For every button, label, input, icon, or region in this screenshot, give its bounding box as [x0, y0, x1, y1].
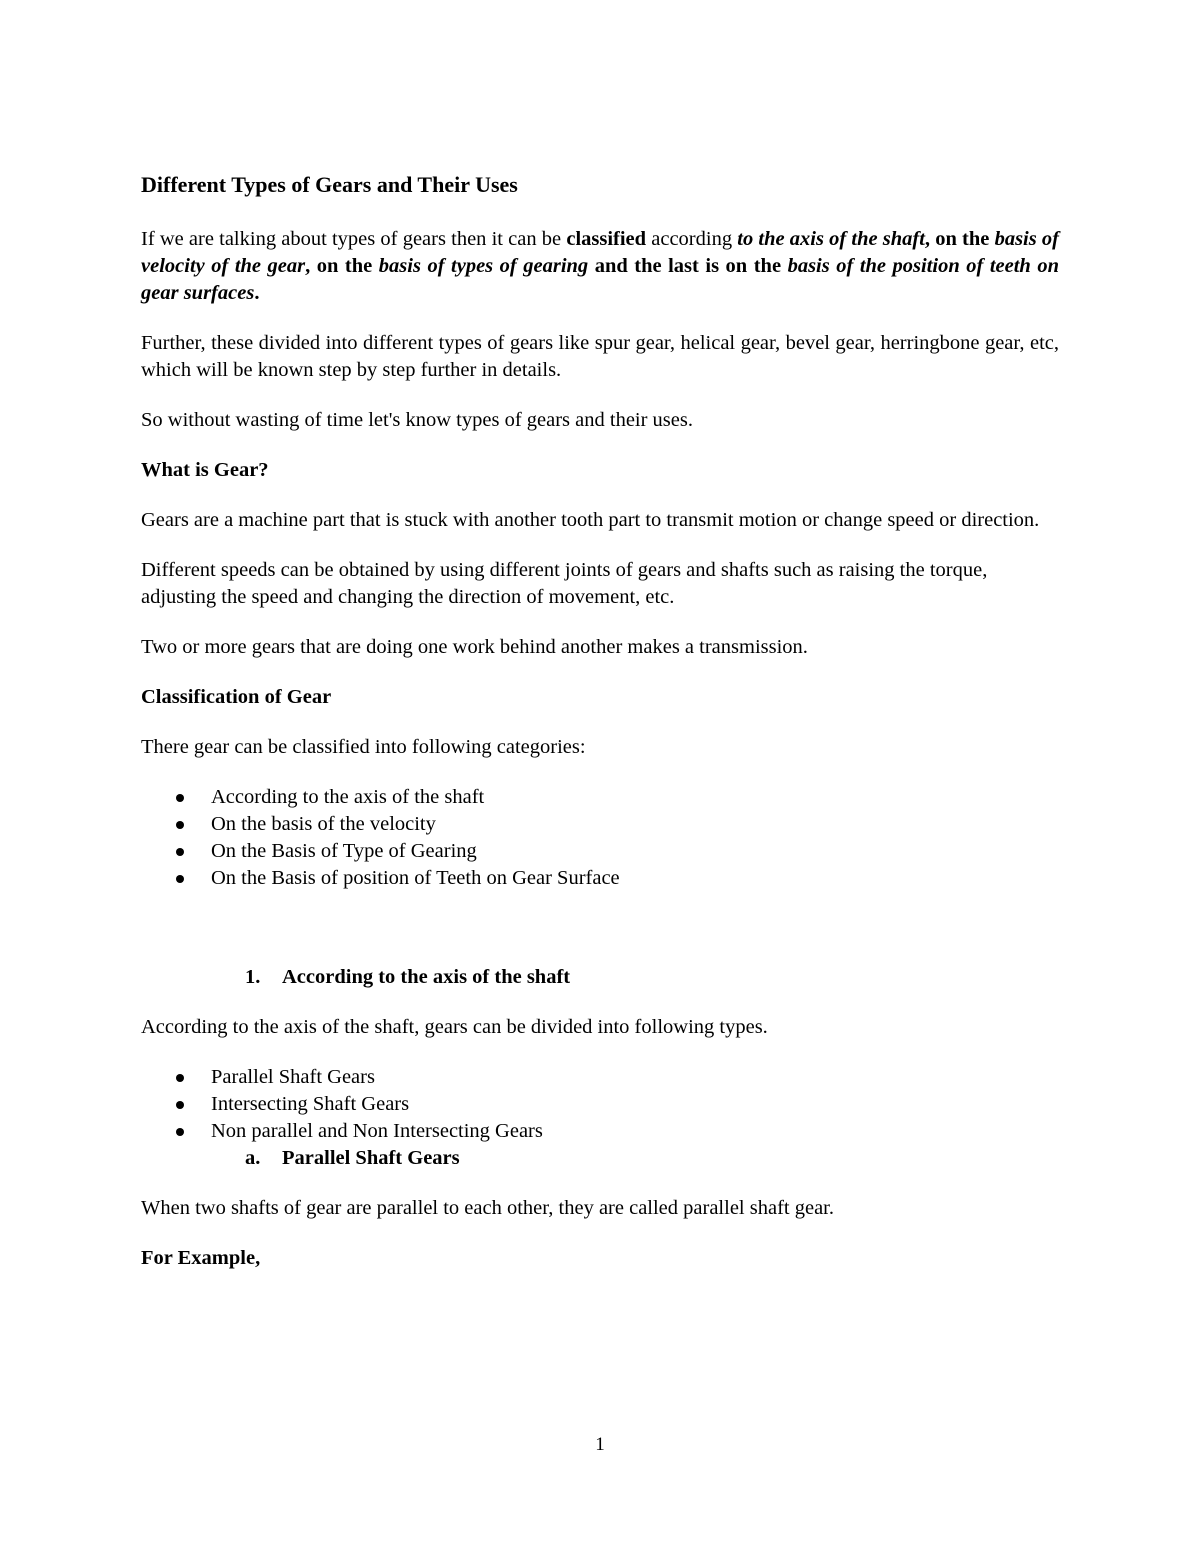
speeds-paragraph: Different speeds can be obtained by using different joints of gears and shafts such as raising the torque, adjusting the speed and changing the direction of movement, etc. [141, 559, 988, 608]
section-number: 1. [245, 966, 261, 988]
list-item [141, 865, 1059, 892]
spacer [141, 892, 1059, 964]
what-is-gear-heading: What is Gear? [141, 459, 269, 481]
categories-intro-paragraph: There gear can be classified into following categories: [141, 736, 586, 758]
bullet-icon [176, 848, 184, 856]
bullet-icon [176, 1074, 184, 1082]
section-title: According to the axis of the shaft [282, 966, 571, 988]
bullet-icon [176, 1101, 184, 1109]
list-item-label: On the basis of the velocity [211, 813, 436, 835]
list-item [141, 1091, 1059, 1118]
intro-emphasis: basis of types of gearing [378, 255, 589, 277]
subsection-number: a. [245, 1147, 261, 1169]
intro-emphasis: basis of the position of teeth on gear surfaces [141, 255, 1059, 304]
section-1-heading [141, 964, 1059, 991]
list-item-label: On the Basis of position of Teeth on Gear Surface [211, 867, 620, 889]
list-item [141, 784, 1059, 811]
bullet-icon [176, 794, 184, 802]
for-example-heading: For Example, [141, 1247, 261, 1269]
categories-list [141, 784, 1059, 892]
page-number: 1 [595, 1434, 605, 1455]
intro-paragraph [141, 226, 1059, 307]
list-item-label: Parallel Shaft Gears [211, 1066, 375, 1088]
list-item [141, 838, 1059, 865]
list-item [141, 1118, 1059, 1145]
intro-bold-text: . [254, 282, 260, 304]
document-title: Different Types of Gears and Their Uses [141, 172, 518, 197]
intro-text: according [646, 228, 738, 250]
intro-bold-text: , on the [924, 228, 995, 250]
classification-heading: Classification of Gear [141, 686, 332, 708]
transmission-paragraph: Two or more gears that are doing one work behind another makes a transmission. [141, 636, 808, 658]
further-paragraph: Further, these divided into different types of gears like spur gear, helical gear, bevel gear, herringbone gear, etc, which will be known step by step further in details. [141, 332, 1059, 381]
subsection-title: Parallel Shaft Gears [282, 1147, 460, 1169]
intro-bold-text: , on the [305, 255, 379, 277]
gears-definition-paragraph: Gears are a machine part that is stuck with another tooth part to transmit motion or change speed or direction. [141, 509, 1040, 531]
bullet-icon [176, 1128, 184, 1136]
list-item-label: According to the axis of the shaft [211, 786, 485, 808]
bullet-icon [176, 821, 184, 829]
intro-emphasis: basis of velocity of the gear [141, 228, 1059, 277]
subsection-a-heading [141, 1145, 1059, 1172]
parallel-definition-paragraph: When two shafts of gear are parallel to each other, they are called parallel shaft gear. [141, 1197, 834, 1219]
intro-bold-classified: classified [566, 228, 647, 250]
intro-emphasis: to the axis of the shaft [737, 228, 925, 250]
document-body [141, 170, 1059, 1295]
list-item [141, 1064, 1059, 1091]
intro-bold-text: and the last is on the [588, 255, 788, 277]
list-item-label: Non parallel and Non Intersecting Gears [211, 1120, 543, 1142]
intro-text: If we are talking about types of gears then it can be [141, 228, 567, 250]
list-item-label: Intersecting Shaft Gears [211, 1093, 410, 1115]
shaft-types-list [141, 1064, 1059, 1145]
list-item-label: On the Basis of Type of Gearing [211, 840, 477, 862]
bullet-icon [176, 875, 184, 883]
so-paragraph: So without wasting of time let's know types of gears and their uses. [141, 409, 693, 431]
axis-paragraph: According to the axis of the shaft, gears can be divided into following types. [141, 1016, 768, 1038]
list-item [141, 811, 1059, 838]
